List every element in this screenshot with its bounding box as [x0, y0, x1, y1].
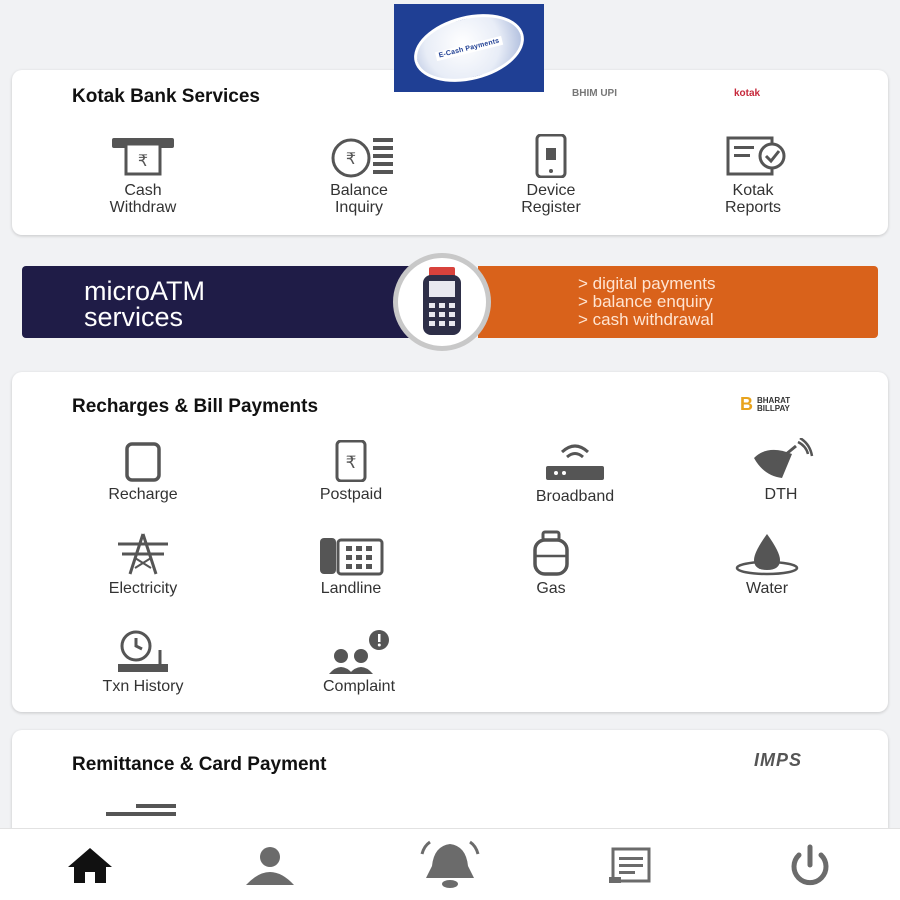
app-logo	[394, 4, 544, 92]
satellite-dish-icon	[748, 438, 814, 482]
postpaid-phone-icon	[329, 440, 373, 482]
recharge-tile[interactable]	[68, 442, 218, 503]
banner-title: microATM services	[84, 276, 205, 332]
cash-withdraw-tile[interactable]	[68, 136, 218, 216]
reports-button[interactable]	[590, 835, 670, 895]
remittance-title: Remittance & Card Payment	[72, 754, 327, 775]
reports-icon	[605, 845, 655, 885]
broadband-router-icon	[540, 438, 610, 484]
home-icon	[65, 845, 115, 885]
svg-text:₹: ₹	[137, 151, 149, 170]
profile-icon	[242, 845, 298, 885]
landline-tile[interactable]	[276, 532, 426, 597]
bottom-navigation	[0, 828, 900, 900]
water-drop-icon	[732, 532, 802, 576]
balance-inquiry-tile[interactable]	[284, 132, 434, 216]
notifications-icon	[418, 840, 482, 890]
dth-tile[interactable]	[706, 438, 856, 503]
bharat-billpay-logo	[740, 394, 815, 415]
gas-tile[interactable]	[476, 530, 626, 597]
landline-label: Landline	[320, 580, 382, 597]
txn-history-tile[interactable]	[68, 630, 218, 695]
electricity-tile[interactable]	[68, 532, 218, 597]
microatm-device-badge	[362, 252, 522, 352]
microatm-banner[interactable]	[22, 266, 878, 338]
recharge-label: Recharge	[108, 486, 178, 503]
postpaid-tile[interactable]	[276, 440, 426, 503]
complaint-icon	[321, 628, 397, 674]
kotak-services-title: Kotak Bank Services	[72, 86, 260, 107]
postpaid-label: Postpaid	[319, 486, 383, 503]
txn-history-label: Txn History	[102, 678, 184, 695]
banner-point: > digital payments	[578, 274, 716, 293]
kotak-reports-tile[interactable]	[678, 134, 828, 216]
electricity-label: Electricity	[108, 580, 178, 597]
electricity-tower-icon	[108, 532, 178, 576]
water-tile[interactable]	[692, 532, 842, 597]
bharat-billpay-text: BHARAT BILLPAY	[757, 395, 791, 413]
svg-text:₹: ₹	[345, 453, 357, 473]
kotak-services-card	[12, 70, 888, 235]
device-register-tile[interactable]	[476, 134, 626, 216]
gas-label: Gas	[536, 580, 566, 597]
mobile-recharge-icon	[121, 442, 165, 482]
device-register-label: Device Register	[521, 182, 581, 216]
pos-terminal-icon	[421, 267, 463, 337]
complaint-label: Complaint	[322, 678, 396, 695]
water-label: Water	[745, 580, 789, 597]
notifications-button[interactable]	[410, 835, 490, 895]
home-button[interactable]	[50, 835, 130, 895]
cash-withdraw-label: Cash Withdraw	[109, 182, 177, 216]
txn-history-icon	[108, 630, 178, 674]
bill-payments-card	[12, 372, 888, 712]
svg-text:₹: ₹	[345, 149, 357, 168]
profile-button[interactable]	[230, 835, 310, 895]
broadband-tile[interactable]	[500, 438, 650, 505]
imps-logo: IMPS	[754, 750, 803, 770]
dth-label: DTH	[764, 486, 798, 503]
banner-points	[578, 275, 716, 329]
logo-emblem	[407, 3, 531, 92]
banner-point: > balance enquiry	[578, 292, 713, 311]
cash-withdraw-icon	[108, 136, 178, 178]
bhim-upi-logo: BHIM UPI	[572, 88, 617, 99]
banner-point: > cash withdrawal	[578, 310, 714, 329]
logout-icon	[785, 843, 835, 887]
balance-inquiry-label: Balance Inquiry	[330, 182, 388, 216]
device-register-icon	[526, 134, 576, 178]
landline-phone-icon	[316, 532, 386, 576]
remittance-card	[12, 730, 888, 830]
bill-payments-title: Recharges & Bill Payments	[72, 396, 319, 417]
kotak-reports-label: Kotak Reports	[724, 182, 782, 216]
balance-inquiry-icon	[321, 132, 397, 178]
bharat-billpay-letter: B	[740, 394, 753, 414]
logout-button[interactable]	[770, 835, 850, 895]
kotak-logo: kotak	[734, 88, 761, 99]
remittance-icon	[106, 802, 176, 822]
logo-text: E-Cash Payments	[435, 35, 503, 60]
kotak-reports-icon	[716, 134, 790, 178]
gas-cylinder-icon	[526, 530, 576, 576]
broadband-label: Broadband	[535, 488, 615, 505]
complaint-tile[interactable]	[284, 628, 434, 695]
